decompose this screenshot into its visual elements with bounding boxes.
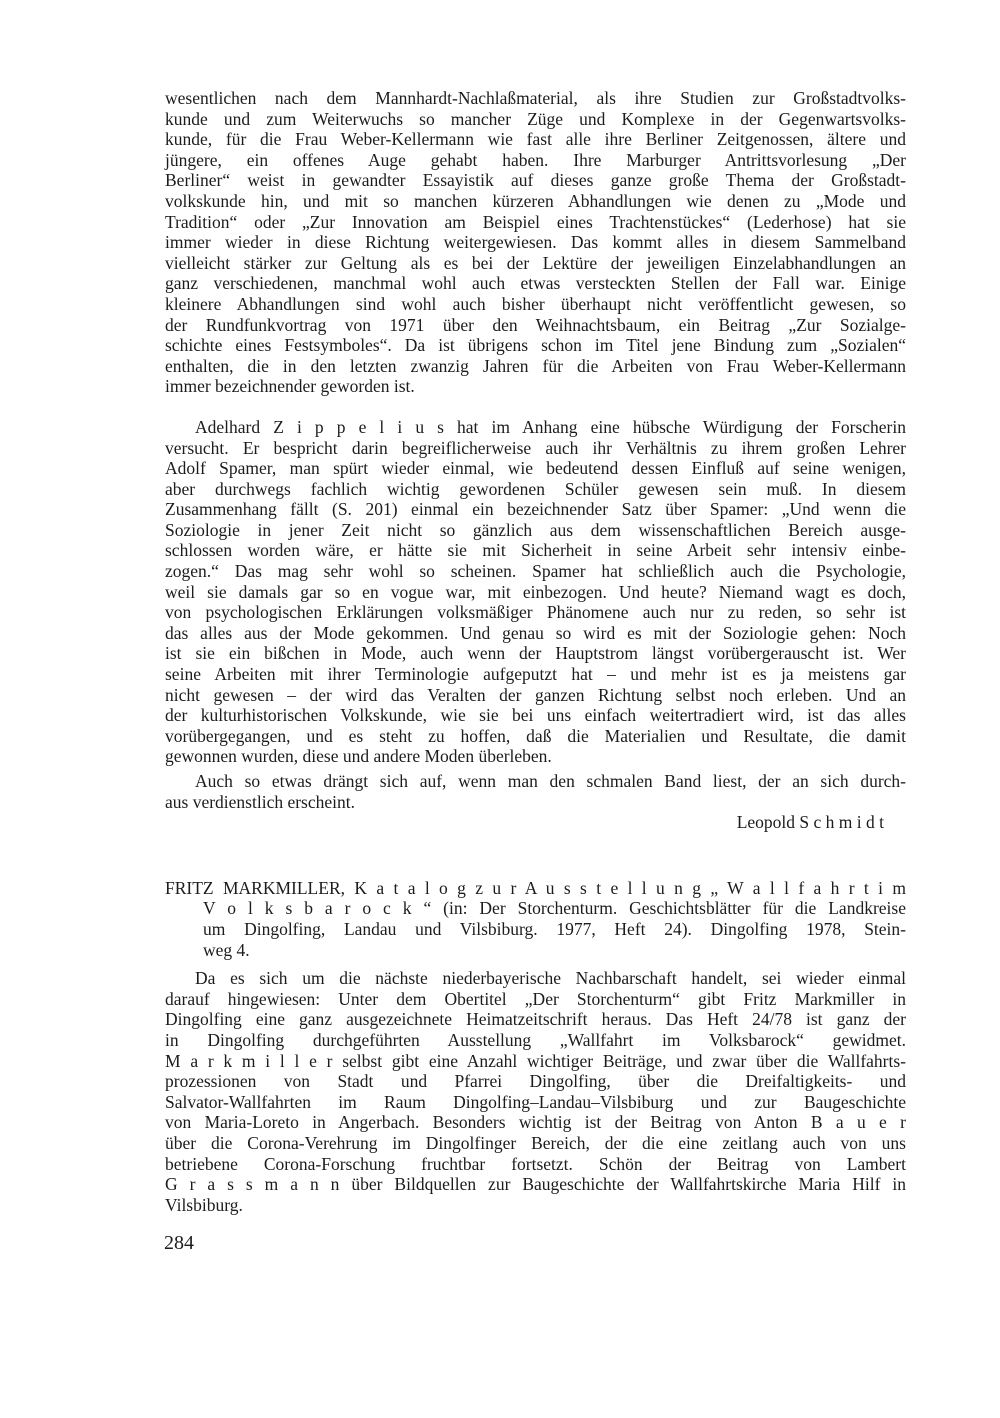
text-line: immer wieder in diese Richtung weitergewiesen. Das kommt alles in diesem Sammelband — [165, 232, 906, 253]
text-line: kunde, für die Frau Weber-Kellermann wie fast alle ihre Berliner Zeitgenossen, ältere und — [165, 129, 906, 150]
text-line: seine Arbeiten mit ihrer Terminologie aufgeputzt hat – und mehr ist es ja meistens gar — [165, 664, 906, 685]
text-line: der kulturhistorischen Volkskunde, wie sie bei uns einfach weitertradiert wird, ist das alles — [165, 705, 906, 726]
paragraph-zippelius-appendix — [165, 417, 906, 767]
text-line: kleinere Abhandlungen sind wohl auch bisher überhaupt nicht veröffentlicht gewesen, so — [165, 293, 906, 314]
text-line: M a r k m i l l e r selbst gibt eine Anzahl wichtiger Beiträge, und zwar über die Wallfahrts- — [165, 1050, 906, 1071]
text-line: betriebene Corona-Forschung fruchtbar fortsetzt. Schön der Beitrag von Lambert — [165, 1153, 906, 1174]
text-line: von Maria-Loreto in Angerbach. Besonders wichtig ist der Beitrag von Anton B a u e r — [165, 1112, 906, 1133]
text-line: vielleicht stärker zur Geltung als es bei der Lektüre der jeweiligen Einzelabhandlungen an — [165, 252, 906, 273]
paragraph-review-continuation — [165, 88, 906, 397]
text-line: immer bezeichnender geworden ist. — [165, 376, 415, 397]
text-column — [165, 88, 906, 1215]
text-line: ist sie ein bißchen in Mode, auch wenn der Hauptstrom längst vorübergerauscht ist. Wer — [165, 643, 906, 664]
text-line: Adelhard Z i p p e l i u s hat im Anhang eine hübsche Würdigung der Forscherin — [195, 416, 906, 437]
page-number: 284 — [164, 1232, 194, 1254]
text-line: darauf hingewiesen: Unter dem Obertitel „Der Storchenturm“ gibt Fritz Markmiller in — [165, 988, 906, 1009]
text-line: kunde und zum Weiterwuchs so mancher Züge und Komplexe in der Gegenwartsvolks- — [165, 108, 906, 129]
text-line: FRITZ MARKMILLER, K a t a l o g z u r A u s s t e l l u n g „ W a l l f a h r t i m — [165, 877, 906, 898]
paragraph-markmiller-review — [165, 968, 906, 1215]
text-line: prozessionen von Stadt und Pfarrei Dingolfing, über die Dreifaltigkeits- und — [165, 1071, 906, 1092]
text-line: in Dingolfing durchgeführten Ausstellung „Wallfahrt im Volksbarock“ gewidmet. — [165, 1029, 906, 1050]
text-line: volkskunde hin, und mit so manchen kürzeren Abhandlungen wie denen zu „Mode und — [165, 190, 906, 211]
text-line: jüngere, ein offenes Auge gehabt haben. Ihre Marburger Antrittsvorlesung „Der — [165, 149, 906, 170]
text-line: das alles aus der Mode gekommen. Und genau so wird es mit der Soziologie gehen: Noch — [165, 622, 906, 643]
reviewer-signature: Leopold S c h m i d t — [736, 812, 884, 833]
text-line: Adolf Spamer, man spürt wieder einmal, wie bedeutend dessen Einfluß auf seine wenigen, — [165, 458, 906, 479]
text-line: Vilsbiburg. — [165, 1194, 243, 1215]
text-line: G r a s s m a n n über Bildquellen zur Baugeschichte der Wallfahrtskirche Maria Hilf in — [165, 1174, 906, 1195]
text-line: aber durchwegs fachlich wichtig gewordenen Schüler gewesen sein muß. In diesem — [165, 478, 906, 499]
text-line: gewonnen wurden, diese und andere Moden überleben. — [165, 746, 552, 767]
bibliography-entry-markmiller — [165, 878, 906, 960]
text-line: V o l k s b a r o c k “ (in: Der Storchenturm. Geschichtsblätter für die Landkreise — [203, 898, 906, 919]
text-line: Zusammenhang fällt (S. 201) einmal ein bezeichnender Satz über Spamer: „Und wenn die — [165, 499, 906, 520]
paragraph-review-conclusion — [165, 771, 906, 812]
text-line: Da es sich um die nächste niederbayerische Nachbarschaft handelt, sei wieder einmal — [195, 968, 906, 989]
text-line: über die Corona-Verehrung im Dingolfinger Bereich, der die eine zeitlang auch von uns — [165, 1132, 906, 1153]
text-line: weg 4. — [203, 939, 250, 960]
text-line: um Dingolfing, Landau und Vilsbiburg. 1977, Heft 24). Dingolfing 1978, Stein- — [203, 918, 906, 939]
text-line: wesentlichen nach dem Mannhardt-Nachlaßmaterial, als ihre Studien zur Großstadtvolks- — [165, 88, 906, 108]
text-line: Auch so etwas drängt sich auf, wenn man den schmalen Band liest, der an sich durch- — [195, 771, 906, 791]
text-line: Salvator-Wallfahrten im Raum Dingolfing–Landau–Vilsbiburg und zur Baugeschichte — [165, 1091, 906, 1112]
text-line: der Rundfunkvortrag von 1971 über den Weihnachtsbaum, ein Beitrag „Zur Sozialge- — [165, 314, 906, 335]
text-line: enthalten, die in den letzten zwanzig Jahren für die Arbeiten von Frau Weber-Kellermann — [165, 355, 906, 376]
text-line: schlossen worden wäre, er hätte sie mit Sicherheit in seine Arbeit sehr intensiv einbe- — [165, 540, 906, 561]
text-line: Tradition“ oder „Zur Innovation am Beispiel eines Trachtenstückes“ (Lederhose) hat sie — [165, 211, 906, 232]
text-line: ganz verschiedenen, manchmal wohl auch etwas versteckten Stellen der Fall war. Einige — [165, 273, 906, 294]
text-line: Dingolfing eine ganz ausgezeichnete Heimatzeitschrift heraus. Das Heft 24/78 ist ganz der — [165, 1009, 906, 1030]
text-line: nicht gewesen – der wird das Veralten der ganzen Richtung selbst noch erleben. Und an — [165, 684, 906, 705]
text-line: weil sie damals gar so en vogue war, mit einbezogen. Und heute? Niemand wagt es doch, — [165, 581, 906, 602]
text-line: von psychologischen Erklärungen volksmäßiger Phänomene auch nur zu reden, so sehr ist — [165, 602, 906, 623]
text-line: vorübergegangen, und es steht zu hoffen, daß die Materialien und Resultate, die damit — [165, 725, 906, 746]
text-line: Berliner“ weist in gewandter Essayistik auf dieses ganze große Thema der Großstadt- — [165, 170, 906, 191]
text-line: zogen.“ Das mag sehr wohl so scheinen. Spamer hat schließlich auch die Psychologie, — [165, 561, 906, 582]
text-line: schichte eines Festsymboles“. Da ist übrigens schon im Titel jene Bindung zum „Sozialen“ — [165, 335, 906, 356]
text-line: Soziologie in jener Zeit nicht so gänzlich aus dem wissenschaftlichen Bereich ausge- — [165, 519, 906, 540]
text-line: versucht. Er bespricht darin begreiflicherweise auch ihr Verhältnis zu ihrem großen Lehrer — [165, 437, 906, 458]
text-line: aus verdienstlich erscheint. — [165, 791, 356, 812]
